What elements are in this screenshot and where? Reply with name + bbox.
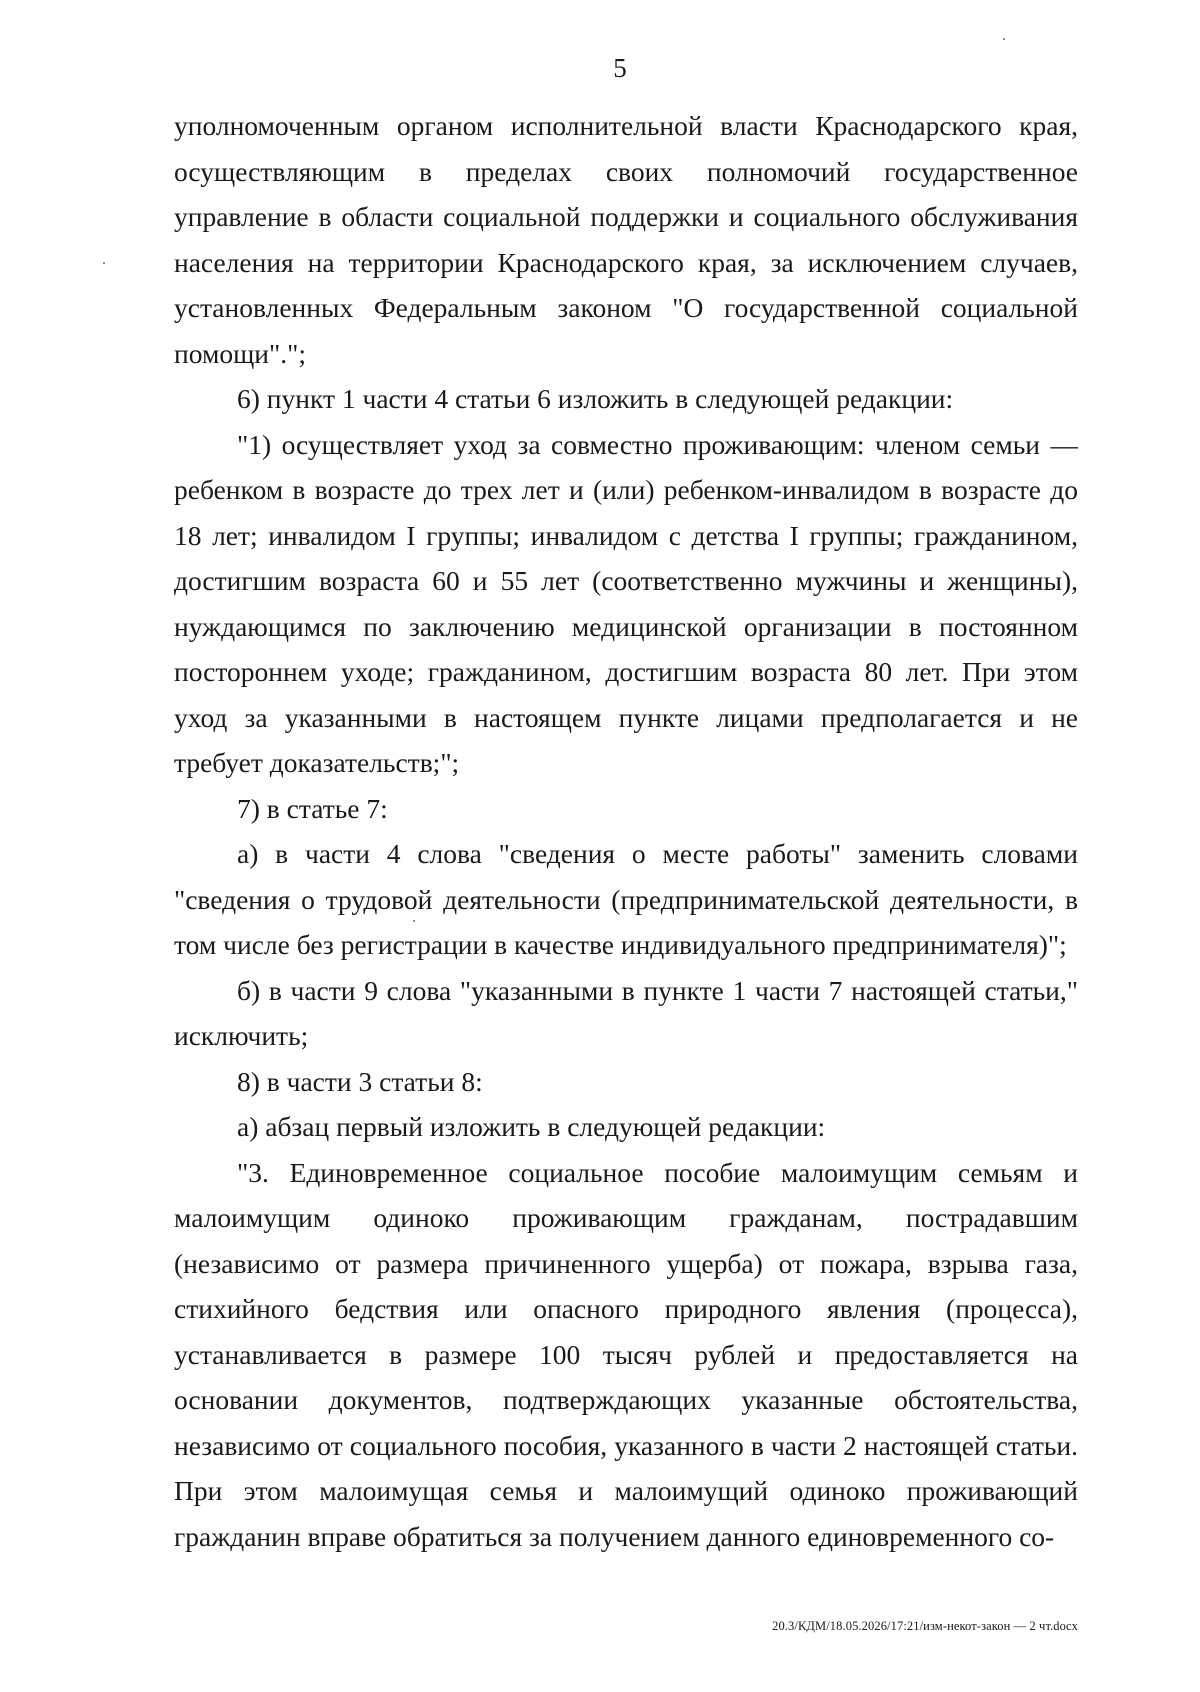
paragraph-item-8a-text: "3. Единовременное социальное пособие малоимущим семьям и малоимущим одиноко проживающим гражданам, пострадавшим (независимо от размера причиненного ущерба) от пожара, взрыва газа, стихийного бедствия или опасного природного явления (процесса), устанавливается в размере 100 тысяч рублей и предоставляется на основании документов, подтверждающих указанные обстоятельства, независимо от социального пособия, указанного в части 2 настоящей статьи. При этом малоимущая семья и малоимущий одиноко проживающий гражданин вправе обратиться за получением данного единовременного со- — [174, 1156, 1078, 1552]
paragraph-item-7a: а) в части 4 слова "сведения о месте работы" заменить словами "сведения о трудовой деятельности (предпринимательской деятельности, в том числе без регистрации в качестве индивидуального предпринимателя)"; — [174, 838, 1078, 960]
paragraph-item-7: 7) в статье 7: — [237, 792, 388, 824]
page-number: 5 — [613, 53, 627, 83]
paragraph-item-6-text: "1) осуществляет уход за совместно проживающим: членом семьи — ребенком в возрасте до трех лет и (или) ребенком-инвалидом в возрасте до 18 лет; инвалидом I группы; инвалидом с детства I группы; гражданином, достигшим возраста 60 и 55 лет (соответственно мужчины и женщины), нуждающимся по заключению медицинской организации в постоянном постороннем уходе; гражданином, достигшим возраста 80 лет. При этом уход за указанными в настоящем пункте лицами предполагается и не требует доказательств;"; — [174, 428, 1078, 778]
scan-speck — [413, 920, 415, 922]
paragraph-item-7b: б) в части 9 слова "указанными в пункте 1 части 7 настоящей статьи," исключить; — [174, 974, 1078, 1051]
scan-speck — [103, 262, 105, 264]
scan-speck — [1003, 38, 1005, 40]
footer-file-reference: 20.3/КДМ/18.05.2026/17:21/изм-некот-закон — 2 чт.docx — [772, 1619, 1078, 1633]
paragraph-continuation: уполномоченным органом исполнительной власти Краснодарского края, осуществляющим в пределах своих полномочий государственное управление в области социальной поддержки и социального обслуживания населения на территории Краснодарского края, за исключением случаев, установленных Федеральным законом "О государственной социальной помощи"."; — [174, 110, 1078, 369]
paragraph-item-6: 6) пункт 1 части 4 статьи 6 изложить в следующей редакции: — [237, 383, 954, 414]
paragraph-item-8a: а) абзац первый изложить в следующей редакции: — [237, 1111, 826, 1142]
paragraph-item-8: 8) в части 3 статьи 8: — [237, 1065, 483, 1097]
document-body — [174, 103, 1078, 1559]
